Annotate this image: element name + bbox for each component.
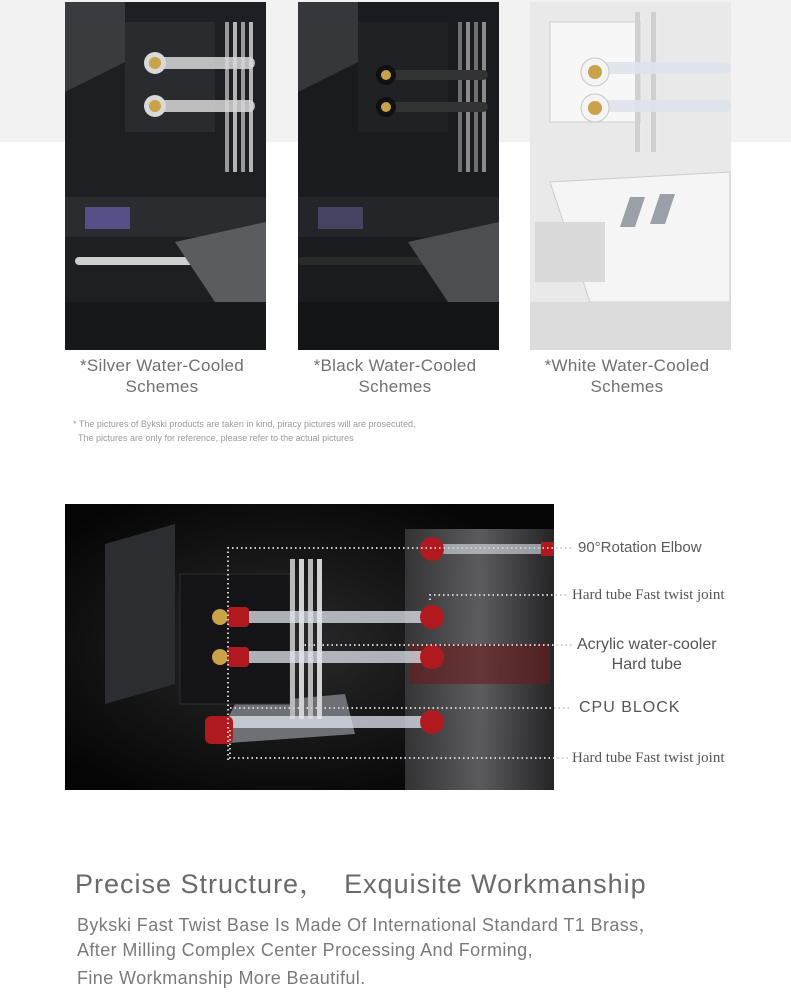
callout-line: Acrylic water-cooler bbox=[577, 636, 717, 653]
callout-line: Hard tube bbox=[611, 656, 682, 673]
caption-line: Schemes bbox=[590, 377, 664, 396]
description-line-1: Bykski Fast Twist Base Is Made Of International Standard T1 Brass， bbox=[77, 915, 657, 935]
caption-line: *Black Water-Cooled bbox=[313, 356, 477, 375]
callout-cpu-block: CPU BLOCK bbox=[579, 699, 681, 716]
callout-fast-twist-joint-bottom: Hard tube Fast twist joint bbox=[572, 750, 725, 766]
caption-line: *Silver Water-Cooled bbox=[79, 356, 245, 375]
section-heading: Precise Structure， Exquisite Workmanship bbox=[75, 869, 647, 899]
description-line-3: Fine Workmanship More Beautiful. bbox=[77, 968, 366, 988]
caption-line: *White Water-Cooled bbox=[544, 356, 710, 375]
description-line-2: After Milling Complex Center Processing And Forming, bbox=[77, 940, 533, 960]
disclaimer-line-1: * The pictures of Bykski products are taken in kind, piracy pictures will are prosecuted, bbox=[73, 419, 416, 429]
caption-line: Schemes bbox=[358, 377, 432, 396]
callout-rotation-elbow: 90°Rotation Elbow bbox=[578, 539, 702, 556]
callout-acrylic-hard-tube bbox=[577, 635, 717, 675]
caption-line: Schemes bbox=[125, 377, 199, 396]
disclaimer-line-2: The pictures are only for reference, please refer to the actual pictures bbox=[78, 433, 354, 443]
callout-fast-twist-joint-top: Hard tube Fast twist joint bbox=[572, 587, 725, 603]
